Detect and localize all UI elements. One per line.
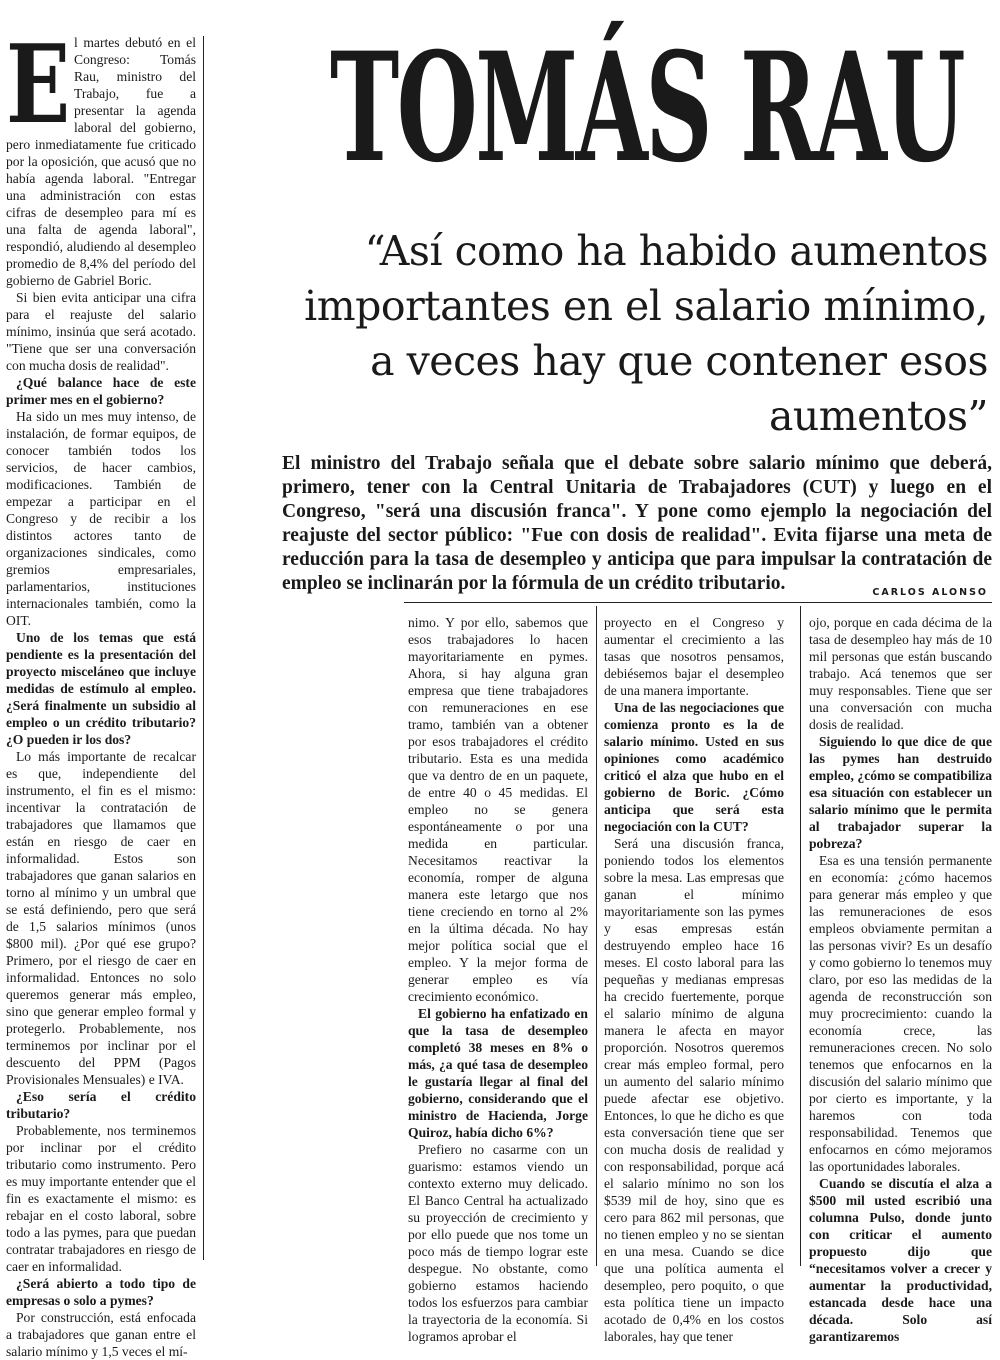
drop-cap: E xyxy=(6,22,71,148)
body-paragraph: proyecto en el Congreso y aumentar el crecimiento a las tasas que nosotros pensamos, debiésemos bajar el desempleo de una manera importante. xyxy=(604,615,784,698)
body-paragraph: Será una discusión franca, poniendo todos los elementos sobre la mesa. Las empresas que ganan el mínimo mayoritariamente son las pymes y esas empresas están destruyendo empleo hace 16 meses. El costo laboral para las pequeñas y medianas empresas ha crecido fuertemente, porque el salario mínimo de alguna manera le afecta en mayor proporción. Nosotros queremos crear más empleo formal, pero un aumento del salario mínimo puede afectar ese objetivo. Entonces, lo que he dicho es que esta conversación tiene que ser con mucha dosis de realidad y con responsabilidad, porque acá el salario mínimo no son los $539 mil de hoy, sino que es cero para 862 mil personas, que no tienen empleo y no se sientan en una mesa. Cuando se dice que una política aumenta el desempleo, pero poquito, o que esta política tiene un impacto acotado de 0,4% en los costos laborales, hay que tener xyxy=(604,836,784,1344)
body-paragraph: nimo. Y por ello, sabemos que esos trabajadores lo hacen mayoritariamente en pymes. Ahora, si hay alguna gran empresa que tiene trabajadores con remuneraciones en ese tramo, también van a obtener por esos trabajadores el crédito tributario. Esta es una medida que va dentro de en un paquete, de entre 40 o 45 medidas. El empleo no se genera espontáneamente o por una medida en particular. Necesitamos reactivar la economía, romper de alguna manera este letargo que nos tiene creciendo en torno al 2% en la última década. No hay mejor política social que el empleo. Y la mejor forma de generar empleo es vía crecimiento económico. xyxy=(408,615,588,1004)
headline-title: TOMÁS RAU xyxy=(330,20,964,196)
interview-question: Cuando se discutía el alza a $500 mil usted escribió una columna Pulso, donde junto con criticar el aumento propuesto dijo que “necesitamos volver a crecer y aumentar la productividad, estancada desde hace una década. Solo así garantizaremos xyxy=(809,1176,992,1344)
interview-question: ¿Eso sería el crédito tributario? xyxy=(6,1089,196,1121)
column-1 xyxy=(6,22,196,1359)
body-paragraph: Prefiero no casarme con un guarismo: estamos viendo un contexto externo muy delicado. El Banco Central ha actualizado su proyección de crecimiento y por ello puede que nos tome un poco más de tiempo lograr este despegue. No obstante, como gobierno estamos haciendo todos los esfuerzos para cambiar la trayectoria de la economía. Si logramos aprobar el xyxy=(408,1142,588,1344)
column-3 xyxy=(604,614,784,1344)
lead-paragraph: El ministro del Trabajo señala que el debate sobre salario mínimo que deberá, primero, tener con la Central Unitaria de Trabajadores (CUT) y luego en el Congreso, "será una discusión franca". Y pone como ejemplo la negociación del reajuste del sector público: "Fue con dosis de realidad". Evita fijarse una meta de reducción para la tasa de desempleo y anticipa que para impulsar la contratación de empleo se inclinarán por la fórmula de un crédito tributario. xyxy=(282,453,992,594)
column-divider xyxy=(800,606,801,1266)
interview-question: ¿Será abierto a todo tipo de empresas o solo a pymes? xyxy=(6,1276,196,1308)
interview-question: Uno de los temas que está pendiente es la presentación del proyecto misceláneo que incluye medidas de estímulo al empleo. ¿Será finalmente un subsidio al empleo o un crédito tributario? ¿O pueden ir los dos? xyxy=(6,630,196,747)
body-paragraph: Probablemente, nos terminemos por inclinar por el crédito tributario como instrumento. Pero es muy importante entender que el fin es exactamente el mismo: es rebajar en el costo laboral, sobre todo a las pymes, para que puedan contratar trabajadores en riesgo de caer en informalidad. xyxy=(6,1123,196,1274)
interview-question: ¿Qué balance hace de este primer mes en el gobierno? xyxy=(6,375,196,407)
interview-question: Siguiendo lo que dice de que las pymes han destruido empleo, ¿cómo se compatibiliza esa situación con establecer un salario mínimo que le permita al trabajador superar la pobreza? xyxy=(809,734,992,851)
column-divider xyxy=(596,606,597,1266)
column-divider xyxy=(203,36,204,1260)
interview-question: El gobierno ha enfatizado en que la tasa de desempleo completó 38 meses en 8% o más, ¿a qué tasa de desempleo le gustaría llegar al final del gobierno, considerando que el ministro de Hacienda, Jorge Quiroz, había dicho 6%? xyxy=(408,1006,588,1140)
body-paragraph: Esa es una tensión permanente en economía: ¿cómo hacemos para generar más empleo y que las remuneraciones de esos empleos obviamente permitan a las personas vivir? Es un desafío y como gobierno lo tenemos muy claro, por eso las medidas de la agenda de reconstrucción son muy procrecimiento: cuando la economía crece, las remuneraciones crecen. No solo tenemos que enfocarnos en la discusión del salario mínimo que por cierto es importante, y la haremos con toda responsabilidad. Tenemos que enfocarnos en cómo mejoramos las oportunidades laborales. xyxy=(809,853,992,1174)
body-paragraph: ojo, porque en cada décima de la tasa de desempleo hay más de 10 mil personas que están buscando trabajo. Acá tenemos que ser muy responsables. Tiene que ser una conversación con mucha dosis de realidad. xyxy=(809,615,992,732)
byline-rule xyxy=(404,602,992,603)
body-paragraph: Lo más importante de recalcar es que, independiente del instrumento, el fin es el mismo: incentivar la contratación de trabajadores que llamamos que están en riesgo de caer en informalidad. Estos son trabajadores que ganan salarios en torno al mínimo y un umbral que se está definiendo, pero que será de 1,5 salarios mínimos (unos $800 mil). ¿Por qué ese grupo? Primero, por el riesgo de caer en informalidad. Entonces no solo queremos generar más empleo, sino que generar empleo formal y protegerlo. Probablemente, nos terminemos por inclinar por el descuento del PPM (Pagos Provisionales Mensuales) e IVA. xyxy=(6,749,196,1087)
interview-question: Una de las negociaciones que comienza pronto es la de salario mínimo. Usted en sus opiniones como académico criticó el alza que hubo en el gobierno de Boric. ¿Cómo anticipa que será esta negociación con la CUT? xyxy=(604,700,784,834)
headline-quote: “Así como ha habido aumentos importantes en el salario mínimo, a veces hay que contener esos aumentos” xyxy=(304,227,988,440)
body-paragraph: Si bien evita anticipar una cifra para el reajuste del salario mínimo, insinúa que será acotado. "Tiene que ser una conversación con mucha dosis de realidad". xyxy=(6,290,196,373)
body-paragraph: Por construcción, está enfocada a trabajadores que ganan entre el salario mínimo y 1,5 veces el mí- xyxy=(6,1310,196,1359)
byline: CARLOS ALONSO xyxy=(872,587,988,598)
body-paragraph: Ha sido un mes muy intenso, de instalación, de formar equipos, de conocer también todos los servicios, de hacer cambios, modificaciones. También de empezar a participar en el Congreso y de recibir a los distintos actores tanto de organizaciones sindicales, como gremios empresariales, parlamentarios, instituciones internacionales también, como la OIT. xyxy=(6,409,196,628)
body-paragraph: l martes debutó en el Congreso: Tomás Rau, ministro del Trabajo, fue a presentar la agenda laboral del gobierno, pero inmediatamente fue criticado por la oposición, que acusó que no había agenda laboral. "Entregar una administración con estas cifras de desempleo para mí es una falta de agenda laboral", respondió, aludiendo al desempleo promedio de 8,4% del período del gobierno de Gabriel Boric. xyxy=(6,35,196,288)
column-2 xyxy=(408,614,588,1344)
column-4 xyxy=(809,614,992,1344)
